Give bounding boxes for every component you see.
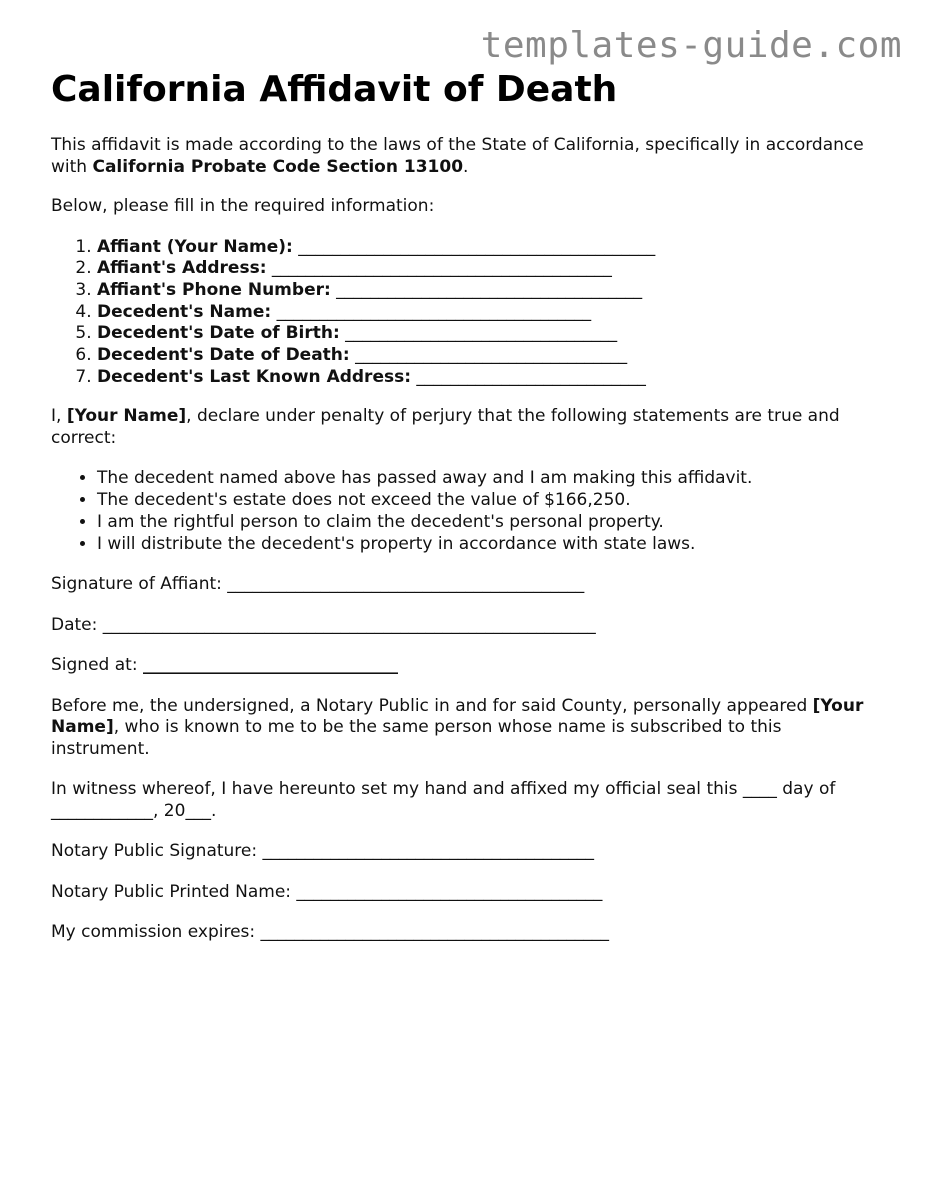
notary-post: , who is known to me to be the same person whose name is subscribed to this instrument. bbox=[51, 717, 782, 759]
field-blank: ____________________________________ bbox=[330, 279, 643, 300]
signed-at-line[interactable] bbox=[51, 655, 881, 677]
declaration-post: , declare under penalty of perjury that the following statements are true and correct: bbox=[51, 406, 840, 448]
field-blank: ________________________________ bbox=[339, 323, 618, 344]
field-blank: ___________________________ bbox=[411, 366, 646, 387]
field-label: Decedent's Date of Birth: bbox=[97, 323, 340, 344]
field-label: Decedent's Date of Death: bbox=[97, 345, 350, 366]
statements-list bbox=[51, 468, 881, 555]
field-affiant-name[interactable] bbox=[97, 237, 881, 259]
instructions-text: Below, please fill in the required information: bbox=[51, 196, 435, 216]
probate-code: California Probate Code Section 13100 bbox=[92, 156, 464, 177]
intro-text: This affidavit is made according to the laws of the State of California, specifically in accordance with bbox=[51, 135, 864, 177]
commission-expires-line[interactable]: My commission expires: _________________________________________ bbox=[51, 922, 610, 943]
notary-signature-line[interactable]: Notary Public Signature: _______________________________________ bbox=[51, 841, 595, 862]
field-decedent-address[interactable] bbox=[97, 367, 881, 389]
statement-item: • The decedent named above has passed away and I am making this affidavit. bbox=[97, 468, 881, 490]
signed-at-blank: ______________________________ bbox=[142, 655, 398, 676]
statement-item: • I am the rightful person to claim the decedent's personal property. bbox=[97, 512, 881, 534]
declarant-name-placeholder: [Your Name] bbox=[66, 406, 187, 427]
field-blank: ________________________________________ bbox=[266, 258, 612, 279]
field-label: Affiant's Address: bbox=[97, 258, 267, 279]
field-label: Decedent's Name: bbox=[97, 301, 272, 322]
field-affiant-phone[interactable] bbox=[97, 280, 881, 302]
document-body bbox=[51, 68, 881, 944]
statement-item: • I will distribute the decedent's property in accordance with state laws. bbox=[97, 534, 881, 556]
affiant-signature-line[interactable]: Signature of Affiant: __________________________________________ bbox=[51, 574, 585, 595]
date-line[interactable]: Date: __________________________________________________________ bbox=[51, 614, 596, 635]
field-blank: _____________________________________ bbox=[271, 301, 592, 322]
required-info-list bbox=[51, 237, 881, 389]
intro-end: . bbox=[463, 156, 469, 177]
watermark: templates-guide.com bbox=[480, 25, 902, 66]
field-blank: __________________________________________ bbox=[292, 236, 656, 257]
statement-item: • The decedent's estate does not exceed the value of $166,250. bbox=[97, 490, 881, 512]
page-title: California Affidavit of Death bbox=[51, 69, 618, 110]
field-blank: ________________________________ bbox=[349, 345, 628, 366]
field-label: Decedent's Last Known Address: bbox=[97, 366, 412, 387]
field-affiant-address[interactable] bbox=[97, 258, 881, 280]
intro-paragraph bbox=[51, 135, 881, 178]
witness-paragraph[interactable]: In witness whereof, I have hereunto set my hand and affixed my official seal this ____ day of ____________, 20___. bbox=[51, 779, 836, 821]
signed-at-label: Signed at: bbox=[51, 655, 143, 676]
declaration-paragraph bbox=[51, 406, 881, 449]
notary-pre: Before me, the undersigned, a Notary Public in and for said County, personally appeared bbox=[51, 695, 813, 716]
field-decedent-dod[interactable] bbox=[97, 345, 881, 367]
field-label: Affiant (Your Name): bbox=[97, 236, 293, 257]
appearing-name-placeholder: [Your Name] bbox=[51, 695, 864, 738]
declaration-pre: I, bbox=[51, 406, 67, 427]
notary-paragraph bbox=[51, 696, 881, 761]
notary-printed-name-line[interactable]: Notary Public Printed Name: ____________________________________ bbox=[51, 881, 603, 902]
field-decedent-dob[interactable] bbox=[97, 323, 881, 345]
field-label: Affiant's Phone Number: bbox=[97, 279, 331, 300]
field-decedent-name[interactable] bbox=[97, 302, 881, 324]
